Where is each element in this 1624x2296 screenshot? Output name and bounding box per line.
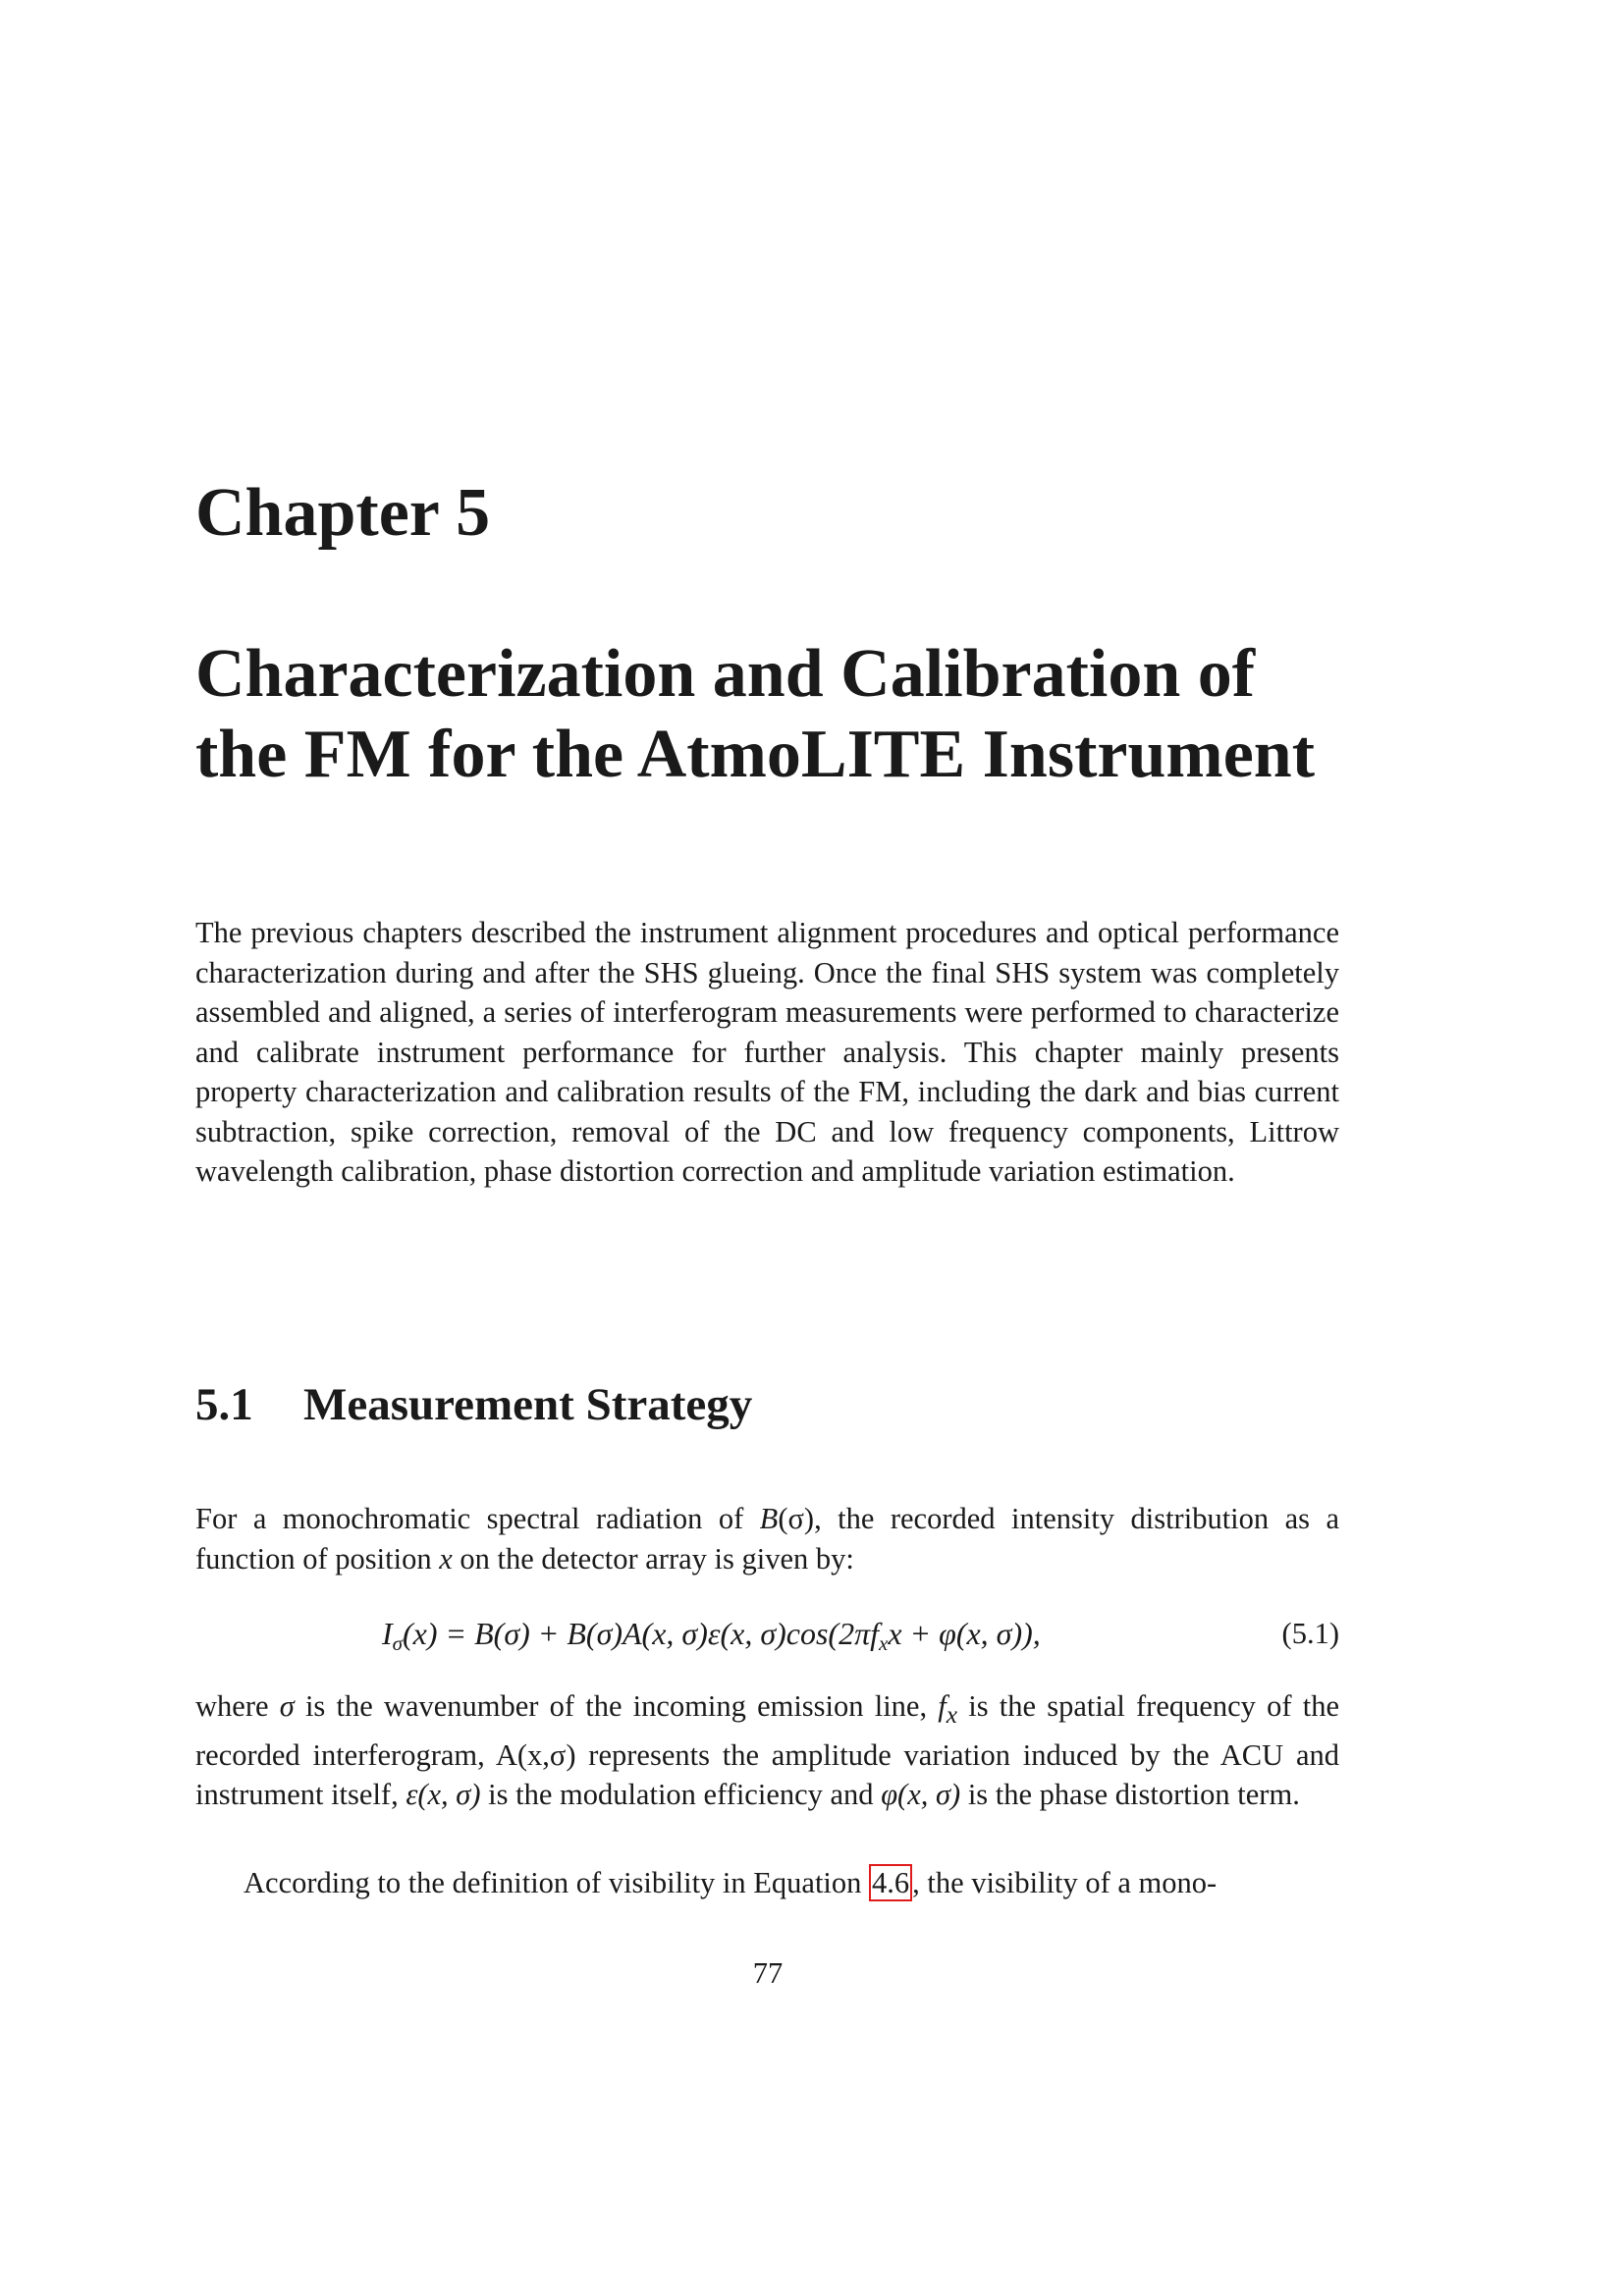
chapter-title-line-2: the FM for the AtmoLITE Instrument — [195, 717, 1316, 792]
where-paragraph — [195, 1686, 1339, 1815]
text-run: is the phase distortion term. — [960, 1778, 1300, 1812]
text-run: is the wavenumber of the incoming emission line, — [294, 1689, 939, 1723]
eq-rhs-part1: B(σ) + B(σ)A(x, σ)ε(x, σ)cos(2πf — [474, 1616, 879, 1651]
chapter-title — [195, 634, 1433, 795]
text-run: is the spatial frequency of the recorded interferogram, A(x,σ) represents the amplitude variation induced by the ACU and instrument itself, — [195, 1689, 1339, 1812]
math-symbol-b: B — [759, 1502, 779, 1535]
eq-lhs-sub: σ — [392, 1631, 404, 1655]
text-run: is the modulation efficiency and — [480, 1778, 882, 1812]
math-symbol-f: f — [938, 1689, 947, 1723]
text-run: For a monochromatic spectral radiation of — [195, 1502, 760, 1535]
text-run: where — [195, 1689, 280, 1723]
eq-lhs-arg: (x) = — [403, 1616, 475, 1651]
chapter-label: Chapter 5 — [195, 475, 491, 551]
eq-lhs: I — [382, 1616, 393, 1651]
section-title: Measurement Strategy — [303, 1379, 753, 1430]
section-number: 5.1 — [195, 1379, 253, 1430]
page-number: 77 — [752, 1956, 784, 1990]
math-symbol-phi: φ(x, σ) — [881, 1778, 961, 1812]
math-symbol-sigma: σ — [279, 1689, 295, 1723]
text-run: , the visibility of a mono- — [912, 1866, 1218, 1899]
chapter-title-line-1: Characterization and Calibration of — [195, 636, 1256, 712]
visibility-paragraph — [195, 1863, 1339, 1903]
math-symbol-sigma: (σ) — [778, 1502, 815, 1535]
text-run: According to the definition of visibility in Equation — [244, 1866, 870, 1899]
text-run: on the detector array is given by: — [452, 1541, 854, 1575]
equation-reference-link[interactable]: 4.6 — [869, 1864, 912, 1901]
math-symbol-epsilon: ε(x, σ) — [406, 1778, 481, 1812]
math-subscript-x: x — [946, 1701, 958, 1730]
equation-body — [382, 1612, 1041, 1655]
math-symbol-x: x — [439, 1541, 453, 1575]
section-heading — [195, 1379, 753, 1430]
text-run: , the recorded intensity distribution as a function of position — [195, 1502, 1339, 1575]
eq-rhs-part2: x + φ(x, σ)), — [888, 1616, 1041, 1651]
intro-paragraph: The previous chapters described the instrument alignment procedures and optical performance characterization during and after the SHS glueing. Once the final SHS system was completely assembled and aligned, a series of interferogram measurements were performed to characterize and calibrate instrument performance for further analysis. This chapter mainly presents property characterization and calibration results of the FM, including the dark and bias current subtraction, spike correction, removal of the DC and low frequency components, Littrow wavelength calibration, phase distortion correction and amplitude variation estimation. — [195, 916, 1339, 1188]
equation-5-1 — [195, 1612, 1339, 1655]
equation-number: (5.1) — [1281, 1617, 1339, 1650]
strategy-paragraph — [195, 1499, 1339, 1578]
eq-rhs-sub: x — [878, 1631, 889, 1655]
